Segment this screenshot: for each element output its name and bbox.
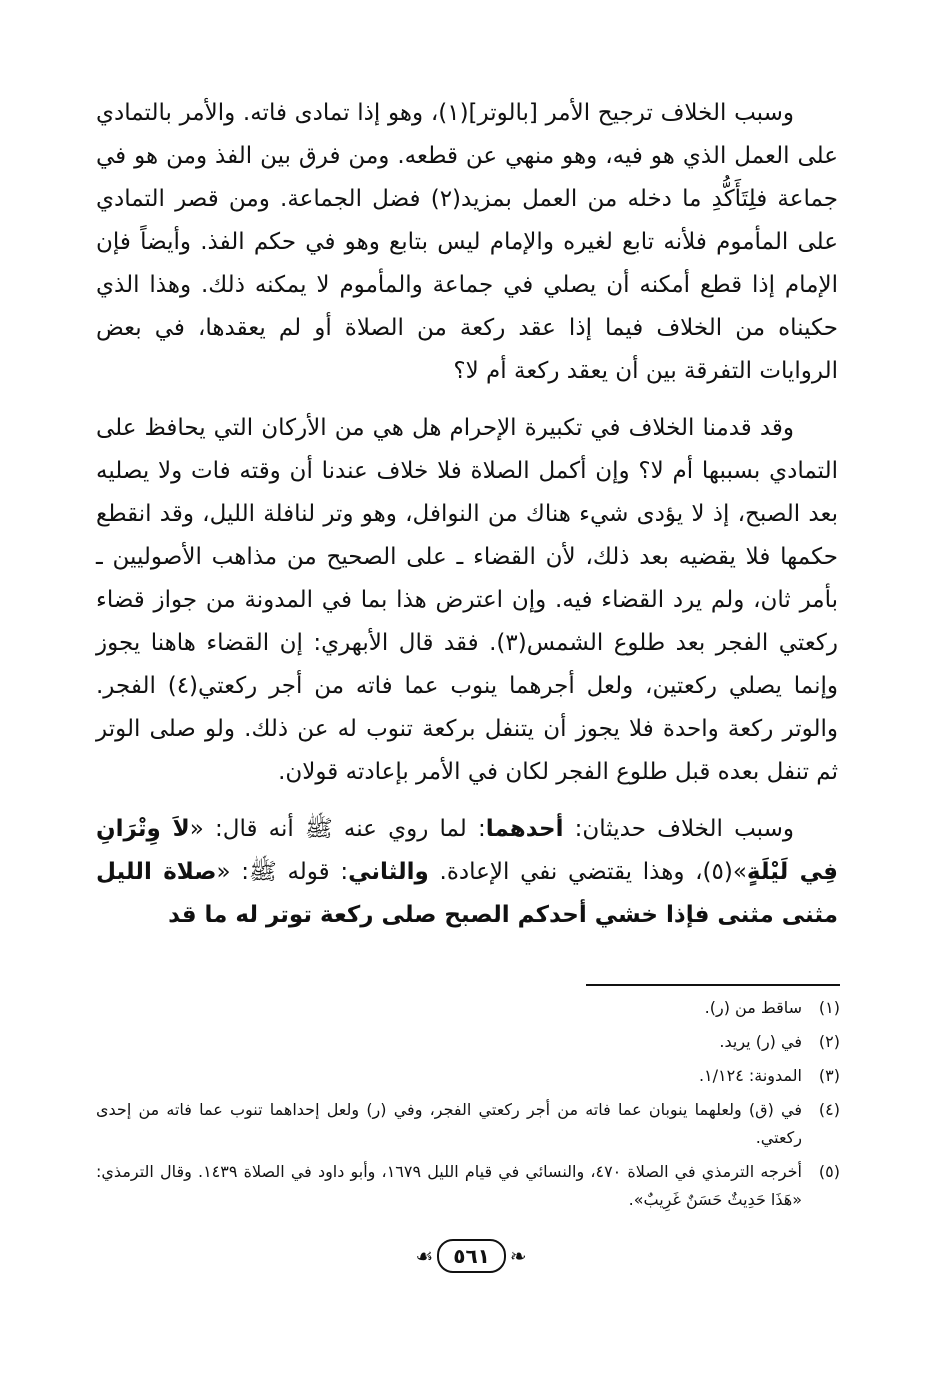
paragraph-3-text-a: : لما روي عنه ﷺ أنه قال: « bbox=[189, 816, 486, 842]
paragraph-1: وسبب الخلاف ترجيح الأمر [بالوتر](١)، وهو إذا تمادى فاته. والأمر بالتمادي على العمل الذي هو فيه، وهو منهي عن قطعه. ومن فرق بين الفذ ومن هو في جماعة فلِتَأَكُّدِ ما دخله من العمل بمزيد(٢) فضل الجماعة. ومن قصر التمادي على المأموم فلأنه تابع لغيره والإمام ليس بتابع وهو في حكم الفذ. وأيضاً فإن الإمام إذا قطع أمكنه أن يصلي في جماعة والمأموم لا يمكنه ذلك. وهذا الذي حكيناه من الخلاف فيما إذا عقد ركعة من الصلاة أو لم يعقدها، في بعض الروايات التفرقة بين أن يعقد ركعة أم لا؟ bbox=[96, 100, 838, 384]
page-number: ٥٦١ bbox=[437, 1239, 506, 1273]
footnote-5 bbox=[96, 1158, 840, 1214]
paragraph-3-text-b: »(٥)، وهذا يقتضي نفي الإعادة. bbox=[428, 859, 747, 885]
paragraph-3 bbox=[96, 808, 838, 937]
footnote-number: (٤) bbox=[818, 1100, 840, 1119]
footnote-separator bbox=[586, 984, 840, 986]
footnote-number: (١) bbox=[818, 998, 840, 1017]
footnote-number: (٢) bbox=[818, 1032, 840, 1051]
main-text bbox=[96, 92, 838, 937]
paragraph-3-second-label: والثاني bbox=[348, 859, 429, 885]
footnote-number: (٥) bbox=[818, 1162, 840, 1181]
paragraph-2: وقد قدمنا الخلاف في تكبيرة الإحرام هل هي من الأركان التي يحافظ على التمادي بسببها أم لا؟ وإن أكمل الصلاة فلا خلاف عندنا أن وقته فات ولا يصليه بعد الصبح، إذ لا يؤدى شيء هناك من النوافل، وهو وتر لنافلة الليل، وقد انقطع حكمها فلا يقضيه بعد ذلك، لأن القضاء ـ على الصحيح من مذاهب الأصوليين ـ بأمر ثان، ولم يرد القضاء فيه. وإن اعترض هذا بما في المدونة من جواز قضاء ركعتي الفجر بعد طلوع الشمس(٣). فقد قال الأبهري: إن القضاء هاهنا يجوز وإنما يصلي ركعتين، ولعل أجرهما ينوب عما فاته من أجر ركعتي(٤) الفجر. والوتر ركعة واحدة فلا يجوز أن يتنفل بركعة تنوب له عن ذلك. ولو صلى الوتر ثم تنفل بعده قبل طلوع الفجر لكان في الأمر بإعادته قولان. bbox=[96, 415, 838, 785]
floral-ornament-icon: ☙ bbox=[415, 1244, 434, 1268]
footnote-text: في (ق) ولعلهما ينوبان عما فاته من أجر ركعتي الفجر، وفي (ر) ولعل إحداهما تنوب عما فاته من إحدى ركعتي. bbox=[96, 1100, 802, 1147]
paragraph-3-text-c: : قوله ﷺ: « bbox=[216, 859, 349, 885]
page-number-ornament bbox=[396, 1236, 546, 1276]
footnote-4 bbox=[96, 1096, 840, 1152]
footnote-text: أخرجه الترمذي في الصلاة ٤٧٠، والنسائي في قيام الليل ١٦٧٩، وأبو داود في الصلاة ١٤٣٩. وقال الترمذي: «هَذَا حَدِيثٌ حَسَنٌ غَرِيبٌ». bbox=[96, 1162, 802, 1209]
footnote-number: (٣) bbox=[818, 1066, 840, 1085]
footnote-1 bbox=[96, 994, 840, 1022]
floral-ornament-icon: ❧ bbox=[509, 1244, 527, 1268]
footnote-2 bbox=[96, 1028, 840, 1056]
footnote-text: ساقط من (ر). bbox=[704, 998, 802, 1017]
hadith-quote-1: لاَ وِتْرَانِ فِي لَيْلَةٍ bbox=[96, 816, 838, 885]
footnote-text: في (ر) يريد. bbox=[719, 1032, 802, 1051]
paragraph-3-first-label: أحدهما bbox=[485, 816, 564, 842]
footnote-text: المدونة: ١/١٢٤. bbox=[698, 1066, 802, 1085]
hadith-quote-2: صلاة الليل مثنى مثنى فإذا خشي أحدكم الصبح صلى ركعة توتر له ما قد bbox=[96, 859, 838, 928]
paragraph-3-intro: وسبب الخلاف حديثان: bbox=[563, 816, 794, 842]
footnote-3 bbox=[96, 1062, 840, 1090]
footnotes bbox=[96, 994, 840, 1220]
